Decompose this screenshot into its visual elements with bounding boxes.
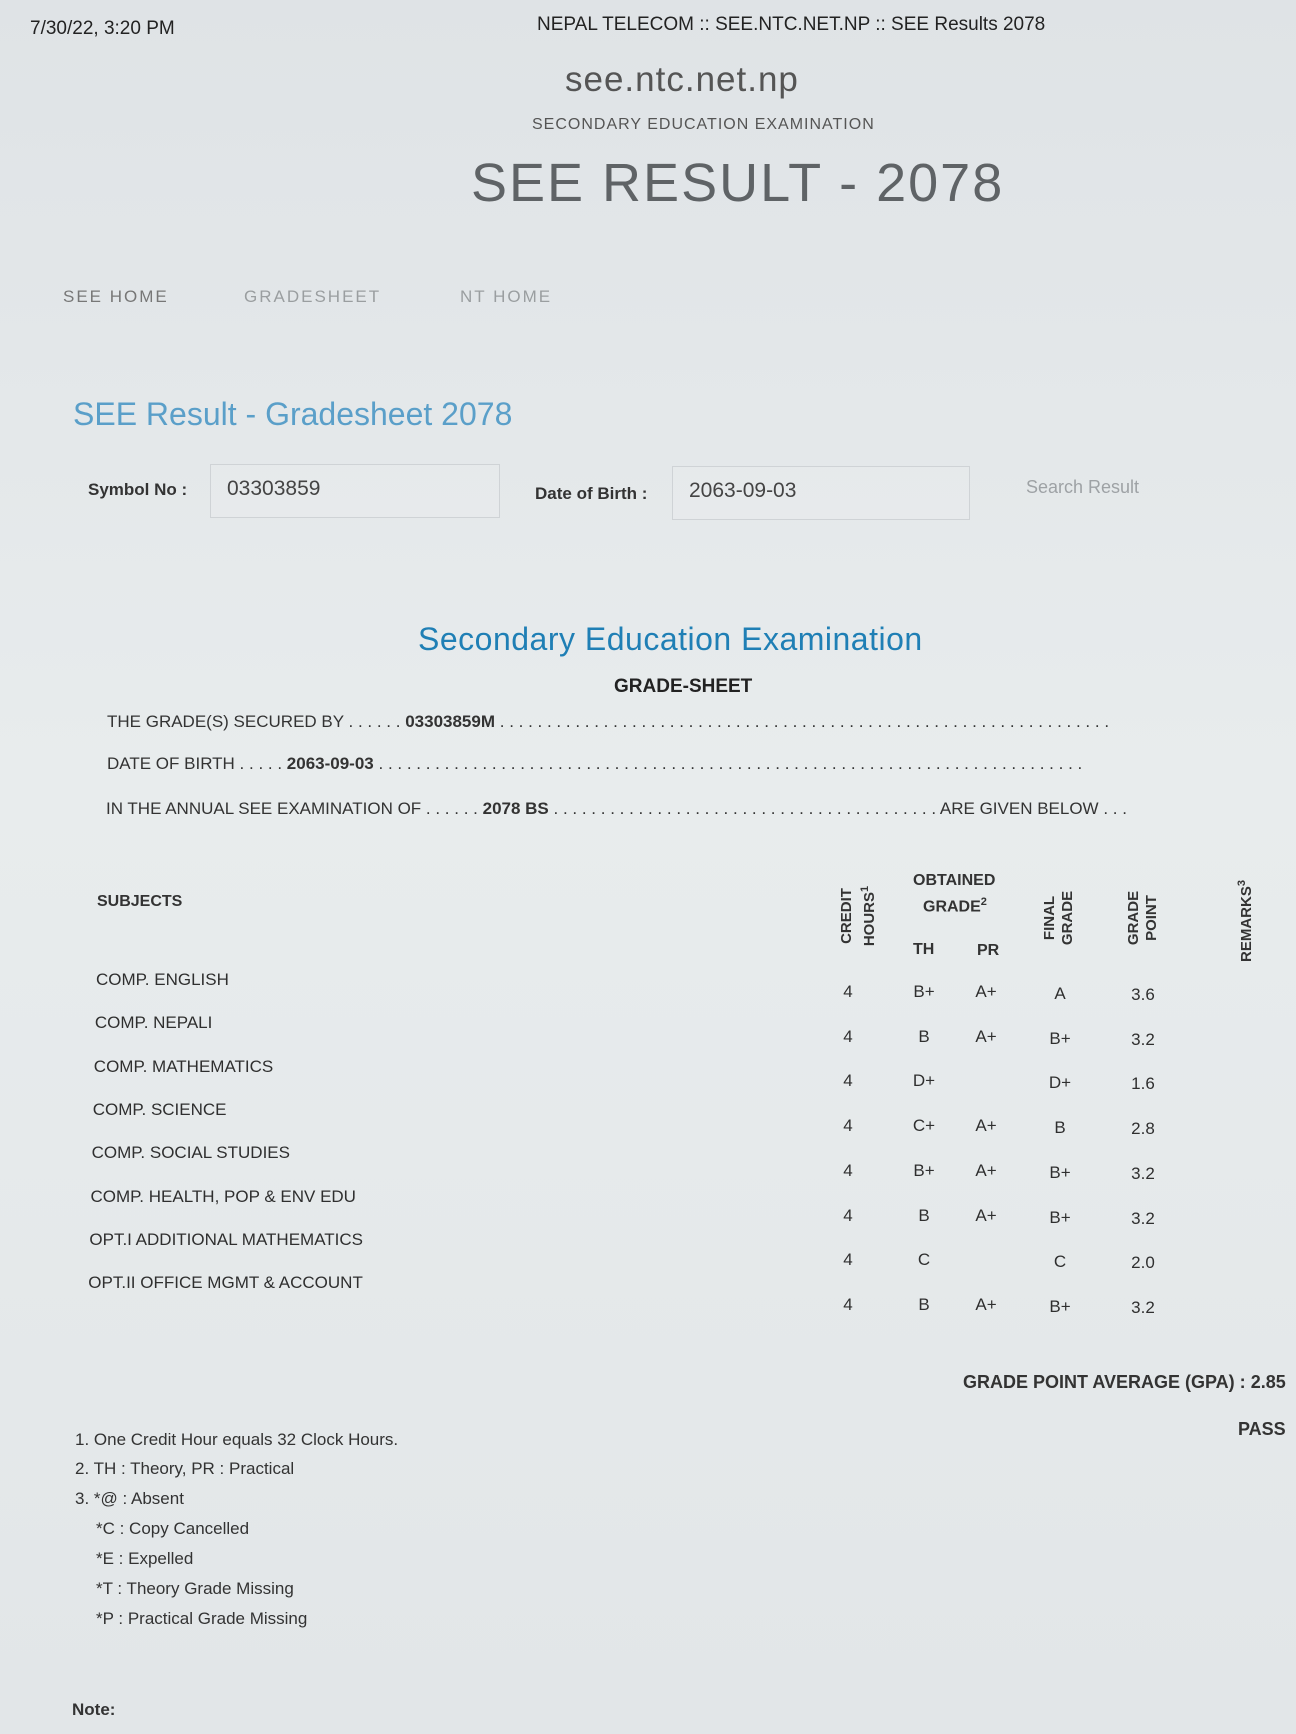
- gpa-label: GRADE POINT AVERAGE (GPA) :: [963, 1372, 1246, 1392]
- search-result-button[interactable]: Search Result: [1026, 477, 1140, 497]
- grade-point: 3.2: [1131, 1208, 1155, 1228]
- footnote-3p: *P : Practical Grade Missing: [96, 1609, 308, 1628]
- footnote-1: 1. One Credit Hour equals 32 Clock Hours.: [75, 1430, 399, 1449]
- practical-grade: A+: [975, 1116, 997, 1136]
- credit-hours: 4: [843, 1026, 853, 1046]
- credit-hours: 4: [843, 982, 853, 1001]
- page-title: SEE RESULT - 2078: [471, 153, 1005, 213]
- col-final-grade: [1041, 868, 1081, 968]
- secured-by-value: 03303859M: [405, 712, 496, 731]
- theory-grade: C+: [912, 1116, 936, 1136]
- subject-name: OPT.II OFFICE MGMT & ACCOUNT: [88, 1273, 363, 1293]
- col-subjects: SUBJECTS: [97, 893, 183, 910]
- practical-grade: A+: [975, 1205, 997, 1225]
- grade-point: 3.2: [1131, 1297, 1155, 1317]
- gradesheet-heading: SEE Result - Gradesheet 2078: [73, 396, 513, 432]
- gpa-line: [963, 1372, 1286, 1393]
- practical-grade: A+: [975, 1294, 997, 1314]
- col-credit-line2: [856, 866, 879, 966]
- grade-point: 3.2: [1131, 1029, 1155, 1049]
- sheet-title: GRADE-SHEET: [614, 676, 753, 697]
- col-remarks-sup: 3: [1236, 880, 1248, 887]
- print-page-title: NEPAL TELECOM :: SEE.NTC.NET.NP :: SEE Results 2078: [537, 14, 1046, 35]
- grade-point: 3.6: [1131, 985, 1155, 1004]
- nav-see-home[interactable]: SEE HOME: [63, 287, 169, 306]
- subject-name: COMP. MATHEMATICS: [93, 1056, 274, 1076]
- footnote-3t: *T : Theory Grade Missing: [96, 1579, 294, 1598]
- col-obtained-line1: OBTAINED: [913, 872, 996, 889]
- print-datetime: 7/30/22, 3:20 PM: [30, 18, 175, 39]
- footnote-3c: *C : Copy Cancelled: [96, 1519, 250, 1538]
- col-credit-line1: CREDIT: [838, 888, 855, 944]
- nav-nt-home[interactable]: NT HOME: [460, 287, 553, 306]
- subject-name: COMP. SOCIAL STUDIES: [91, 1143, 290, 1163]
- col-gp-line2: POINT: [1143, 895, 1160, 941]
- gpa-value: 2.85: [1250, 1372, 1286, 1392]
- credit-hours: 4: [843, 1160, 853, 1180]
- dob-label: Date of Birth :: [535, 484, 648, 503]
- col-obtained-word: GRADE: [923, 898, 981, 916]
- theory-grade: B: [918, 1294, 930, 1314]
- subject-name: COMP. SCIENCE: [92, 1099, 227, 1119]
- dot-leader: . . . . . . . . . . . . . . . . . . . . . . . . . . . . . . . . . . . . . . . . .: [553, 799, 937, 818]
- secured-by-label: THE GRADE(S) SECURED BY . . . . . .: [107, 712, 401, 731]
- site-subtitle: SECONDARY EDUCATION EXAMINATION: [532, 116, 875, 133]
- symbol-no-input[interactable]: 03303859: [210, 464, 500, 518]
- col-final-line1: FINAL: [1041, 895, 1058, 941]
- footnote-2: 2. TH : Theory, PR : Practical: [75, 1459, 295, 1478]
- col-gp-line1: GRADE: [1125, 890, 1142, 946]
- col-obtained-sup: 2: [980, 896, 987, 908]
- subject-name: OPT.I ADDITIONAL MATHEMATICS: [89, 1229, 363, 1249]
- final-grade: B+: [1049, 1207, 1071, 1227]
- credit-hours: 4: [843, 1071, 853, 1091]
- final-grade: B+: [1049, 1162, 1071, 1182]
- dot-leader: . . . . . . . . . . . . . . . . . . . . . . . . . . . . . . . . . . . . . . . . . . . . . . . . . . . . . . . . . . . . . . . . .: [499, 712, 1110, 731]
- col-credit-sup: 1: [859, 885, 871, 892]
- grade-point: 2.8: [1131, 1119, 1155, 1139]
- note-label: Note:: [72, 1700, 116, 1719]
- dob-line: [107, 754, 1082, 774]
- subject-name: COMP. NEPALI: [94, 1013, 213, 1033]
- dot-leader: . . . . . . . . . . . . . . . . . . . . . . . . . . . . . . . . . . . . . . . . . . . . . . . . . . . . . . . . . . . . . . . . . . . . . . . . . . .: [378, 754, 1083, 773]
- col-obtained-line2: [923, 896, 987, 916]
- credit-hours: 4: [843, 1116, 853, 1136]
- practical-grade: A+: [975, 1026, 997, 1046]
- exam-line-value: 2078 BS: [482, 799, 549, 818]
- result-status: PASS: [1238, 1419, 1286, 1439]
- footnote-3e: *E : Expelled: [96, 1549, 194, 1568]
- credit-hours: 4: [843, 1294, 853, 1314]
- col-grade-point: [1125, 868, 1165, 968]
- final-grade: B+: [1049, 1296, 1071, 1316]
- practical-grade: A+: [975, 1160, 997, 1180]
- theory-grade: B: [918, 1205, 930, 1225]
- subject-name: COMP. HEALTH, POP & ENV EDU: [90, 1186, 356, 1206]
- theory-grade: C: [917, 1250, 931, 1270]
- exam-title: Secondary Education Examination: [418, 621, 923, 657]
- dob-line-label: DATE OF BIRTH . . . . .: [107, 754, 283, 773]
- col-credit-hours: [838, 866, 878, 966]
- final-grade: D+: [1048, 1073, 1072, 1093]
- given-below: ARE GIVEN BELOW . . .: [939, 799, 1127, 818]
- exam-line-label: IN THE ANNUAL SEE EXAMINATION OF . . . . . .: [106, 799, 478, 818]
- subject-name: COMP. ENGLISH: [96, 970, 229, 989]
- theory-grade: B+: [913, 1160, 935, 1180]
- col-remarks: [1233, 866, 1255, 976]
- col-remarks-word: REMARKS: [1238, 886, 1255, 962]
- theory-grade: D+: [912, 1071, 936, 1091]
- col-th: TH: [913, 941, 935, 958]
- col-final-line2: GRADE: [1059, 890, 1076, 946]
- practical-grade: A+: [975, 982, 997, 1001]
- symbol-label: Symbol No :: [88, 480, 188, 499]
- secured-by-line: [107, 712, 1109, 732]
- grade-point: 3.2: [1131, 1163, 1155, 1183]
- exam-line: [106, 799, 1127, 819]
- site-domain: see.ntc.net.np: [565, 60, 799, 99]
- footnote-3: 3. *@ : Absent: [75, 1489, 184, 1508]
- credit-hours: 4: [843, 1250, 853, 1270]
- final-grade: A: [1054, 984, 1066, 1003]
- theory-grade: B: [918, 1026, 930, 1046]
- credit-hours: 4: [843, 1205, 853, 1225]
- final-grade: C: [1053, 1252, 1067, 1272]
- final-grade: B+: [1049, 1028, 1071, 1048]
- col-credit-hours-word: HOURS: [861, 891, 878, 947]
- col-pr: PR: [977, 942, 1000, 959]
- grade-point: 1.6: [1131, 1074, 1155, 1094]
- nav-gradesheet[interactable]: GRADESHEET: [244, 287, 382, 306]
- grade-point: 2.0: [1131, 1253, 1155, 1273]
- dob-line-value: 2063-09-03: [286, 754, 374, 773]
- dob-input[interactable]: 2063-09-03: [672, 466, 970, 520]
- final-grade: B: [1054, 1118, 1066, 1138]
- theory-grade: B+: [913, 982, 935, 1001]
